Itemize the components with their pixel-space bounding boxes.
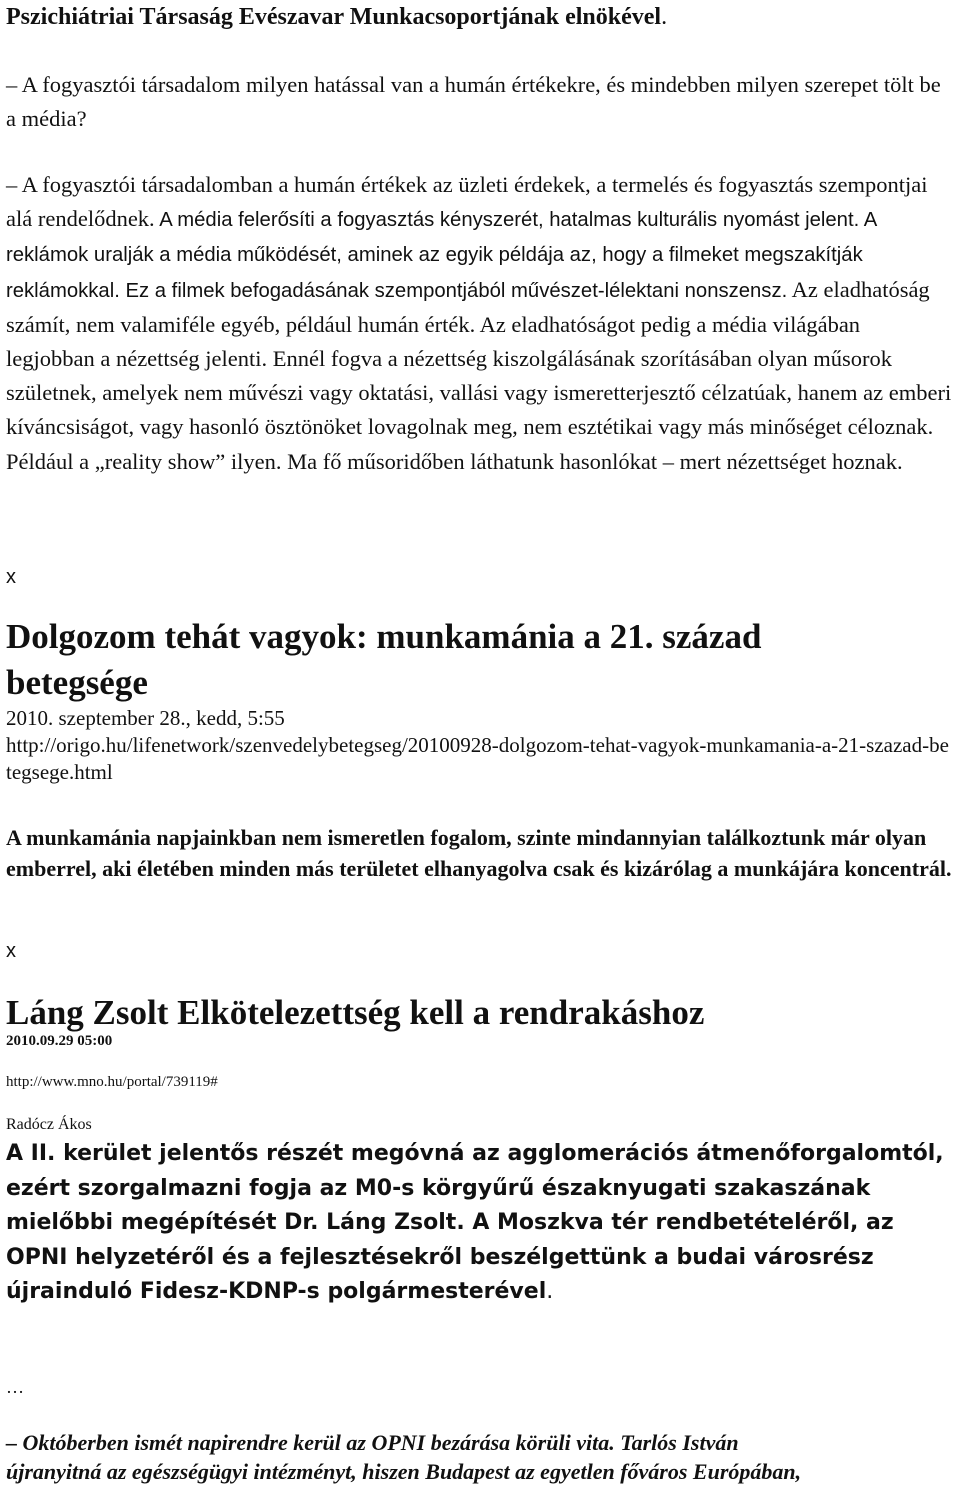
article-title: Láng Zsolt Elkötelezettség kell a rendrakáshoz (6, 993, 705, 1032)
separator-mark: x (6, 566, 16, 588)
closing-question (6, 1428, 952, 1486)
closing-line-1: – Októberben ismét napirendre kerül az OPNI bezárása körüli vita. Tarlós István (6, 1430, 739, 1455)
closing-line-2: újranyitná az egészségügyi intézményt, hiszen Budapest az egyetlen főváros Európában, (6, 1459, 802, 1484)
answer-part-3: Az eladhatóság számít, nem valamiféle egyéb, például humán érték. Az eladhatóságot pedig a média világában legjobban a nézettség jelenti. (6, 276, 930, 372)
interview-answer (6, 168, 952, 479)
heading-period: . (661, 4, 668, 30)
article-lead: A munkamánia napjainkban nem ismeretlen fogalom, szinte mindannyian találkoztunk már olyan emberrel, aki életében minden más területet elhanyagolva csak és kizárólag a munkájára koncentrál. (6, 825, 952, 881)
article-author: Radócz Ákos (6, 1116, 92, 1133)
article-title: Dolgozom tehát vagyok: munkamánia a 21. század betegsége (6, 617, 762, 702)
article-url-link[interactable]: http://www.mno.hu/portal/739119# (6, 1074, 218, 1090)
heading-text: Pszichiátriai Társaság Evészavar Munkacsoportjának elnökével (6, 4, 662, 30)
interview-heading (6, 0, 667, 34)
article-date: 2010. szeptember 28., kedd, 5:55 (6, 706, 285, 730)
lead-text: A II. kerület jelentős részét megóvná az agglomerációs átmenőforgalomtól, ezért szorgalmazni fogja az M0-s körgyűrű északnyugati szakaszának mielőbbi megépítését Dr. Láng Zsolt. A Moszkva tér rendbetételéről, az OPNI helyzetéről és a fejlesztésekről beszélgettünk a budai városrész újrainduló Fidesz-KDNP-s polgármesterével (6, 1141, 944, 1304)
interview-question: – A fogyasztói társadalom milyen hatással van a humán értékekre, és mindebben milyen szerepet tölt be a média? (6, 72, 941, 131)
answer-part-2: A média felerősíti a fogyasztás kényszerét, hatalmas kulturális nyomást jelent. A reklámok uralják a média működését, aminek az egyik példája az, hogy a filmeket megszakítják reklámokkal. Ez a filmek befogadásának szempontjából művészet-lélektani nonszensz. (6, 209, 877, 302)
answer-part-1: – A fogyasztói társadalomban a humán értékek az üzleti érdekek, a termelés és fogyasztás szempontjai alá rendelődnek. (6, 172, 928, 232)
separator-mark: x (6, 940, 16, 962)
ellipsis-mark: … (6, 1377, 24, 1397)
article-date: 2010.09.29 05:00 (6, 1033, 113, 1049)
article-url-link[interactable]: http://origo.hu/lifenetwork/szenvedelybetegseg/20100928-dolgozom-tehat-vagyok-munkamania-a-21-szazad-betegsege.html (6, 733, 949, 784)
article-meta (6, 705, 952, 786)
article-lead (6, 1137, 952, 1310)
answer-part-4: Ennél fogva a nézettség kiszolgálásának szorításában olyan műsorok születnek, amelyek nem művészi vagy oktatási, vallási vagy ismeretterjesztő célzatúak, hanem az emberi kíváncsiságot, vagy hasonló ösztönöket lovagolnak meg, nem esztétikai vagy más minőséget céloznak. Például a „reality show” ilyen. Ma fő műsoridőben láthatunk hasonlókat – mert nézettséget hoznak. (6, 346, 952, 474)
lead-period: . (546, 1279, 554, 1304)
